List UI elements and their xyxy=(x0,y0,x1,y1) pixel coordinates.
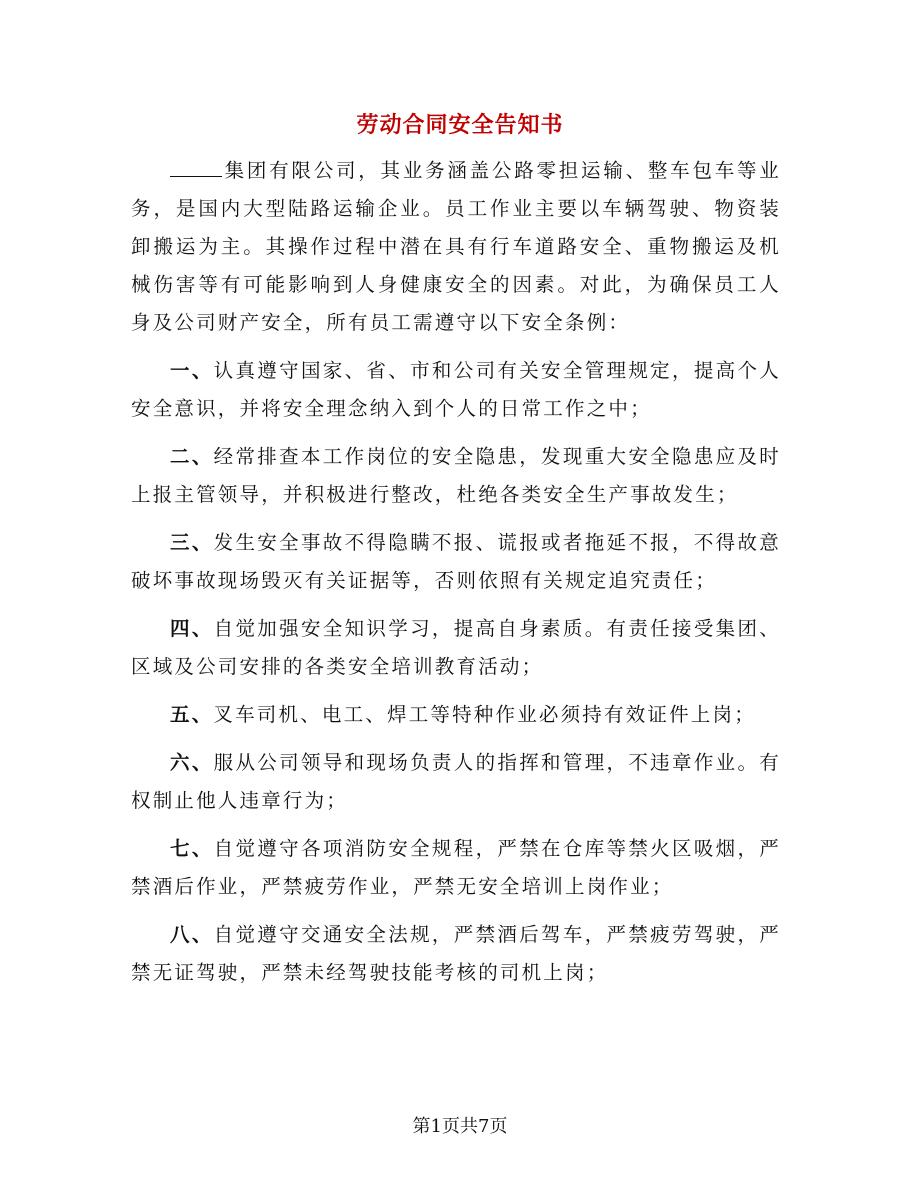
clause-6 xyxy=(131,744,781,820)
clause-number: 四、 xyxy=(170,617,214,640)
clause-number: 三、 xyxy=(170,531,214,554)
company-name-blank xyxy=(170,154,222,177)
document-title: 劳动合同安全告知书 xyxy=(356,112,564,138)
clause-number: 二、 xyxy=(170,445,214,468)
clause-text: 经常排查本工作岗位的安全隐患，发现重大安全隐患应及时上报主管领导，并积极进行整改，杜绝各类安全生产事故发生； xyxy=(131,445,781,506)
page-number: 第1页共7页 xyxy=(412,1116,508,1137)
clause-8 xyxy=(131,916,781,992)
clause-3 xyxy=(131,524,781,600)
document-body xyxy=(131,152,781,1002)
clause-text: 认真遵守国家、省、市和公司有关安全管理规定，提高个人安全意识，并将安全理念纳入到个人的日常工作之中； xyxy=(131,359,781,420)
clause-text: 发生安全事故不得隐瞒不报、谎报或者拖延不报，不得故意破坏事故现场毁灭有关证据等，否则依照有关规定追究责任； xyxy=(131,531,781,592)
clause-text: 服从公司领导和现场负责人的指挥和管理，不违章作业。有权制止他人违章行为； xyxy=(131,751,781,812)
clause-1 xyxy=(131,352,781,428)
clause-5 xyxy=(131,696,781,734)
clause-number: 六、 xyxy=(170,751,214,774)
clause-text: 叉车司机、电工、焊工等特种作业必须持有效证件上岗； xyxy=(213,703,756,726)
intro-paragraph xyxy=(131,152,781,342)
clause-number: 一、 xyxy=(170,359,214,382)
clause-text: 自觉遵守交通安全法规，严禁酒后驾车，严禁疲劳驾驶，严禁无证驾驶，严禁未经驾驶技能考核的司机上岗； xyxy=(131,923,781,984)
intro-text: 集团有限公司，其业务涵盖公路零担运输、整车包车等业务，是国内大型陆路运输企业。员工作业主要以车辆驾驶、物资装卸搬运为主。其操作过程中潜在具有行车道路安全、重物搬运及机械伤害等有可能影响到人身健康安全的因素。对此，为确保员工人身及公司财产安全，所有员工需遵守以下安全条例： xyxy=(131,159,781,334)
clause-2 xyxy=(131,438,781,514)
clause-number: 七、 xyxy=(170,837,214,860)
clause-number: 五、 xyxy=(170,703,214,726)
clause-7 xyxy=(131,830,781,906)
clause-text: 自觉加强安全知识学习，提高自身素质。有责任接受集团、区域及公司安排的各类安全培训教育活动； xyxy=(131,617,781,678)
clause-4 xyxy=(131,610,781,686)
clause-text: 自觉遵守各项消防安全规程，严禁在仓库等禁火区吸烟，严禁酒后作业，严禁疲劳作业，严禁无安全培训上岗作业； xyxy=(131,837,781,898)
clause-number: 八、 xyxy=(170,923,214,946)
